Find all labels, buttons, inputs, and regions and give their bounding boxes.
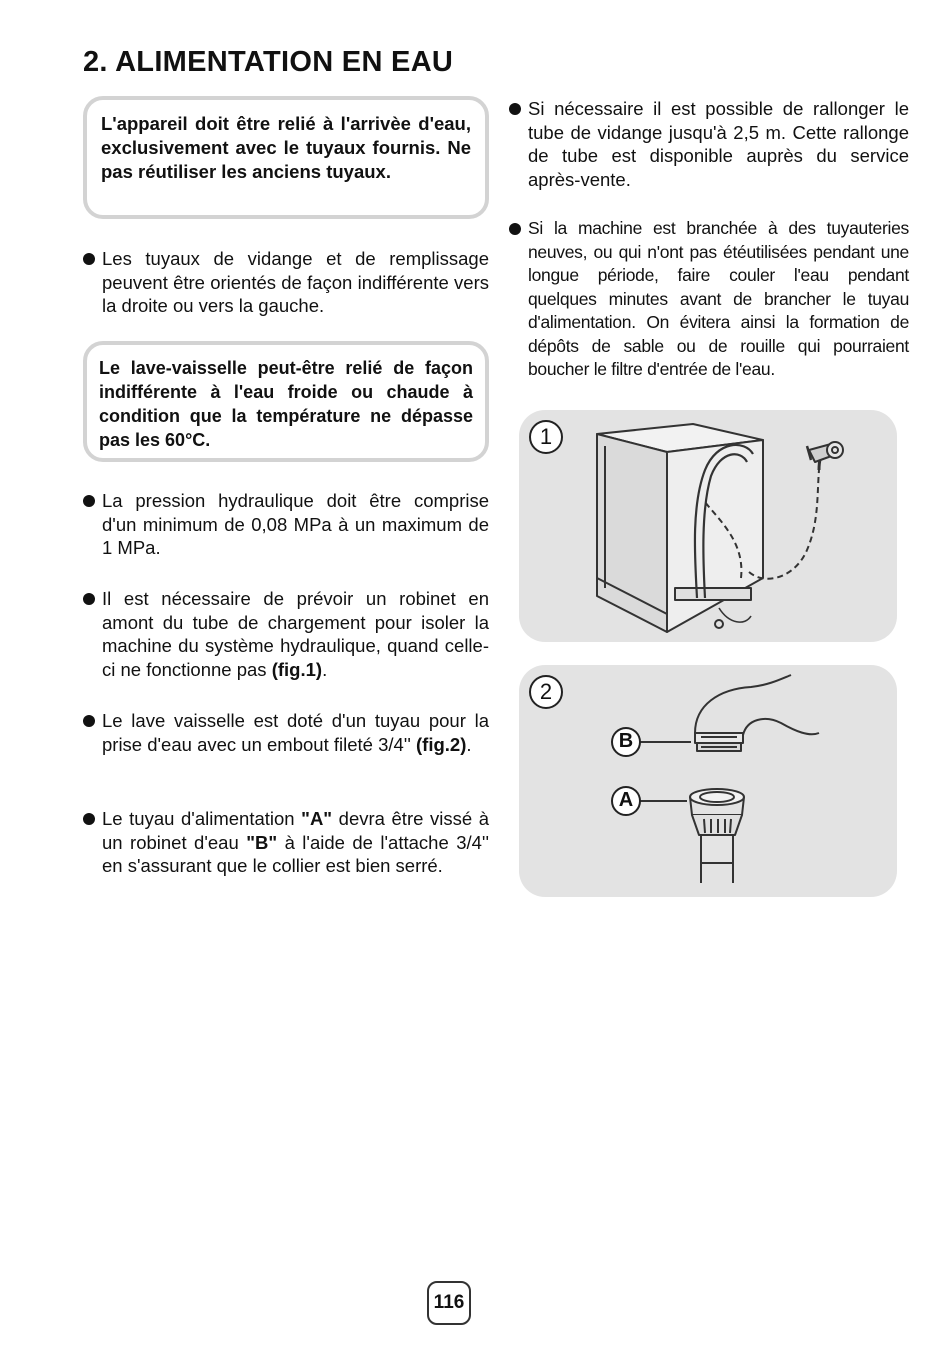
- label-b-tap: B: [611, 727, 641, 757]
- list-item-text-body: Le lave vaisselle est doté d'un tuyau pour la prise d'eau avec un embout fileté 3/4'': [102, 710, 489, 755]
- list-item-hose-orientation: [83, 247, 489, 318]
- page-number: 116: [427, 1281, 471, 1325]
- section-title: 2. ALIMENTATION EN EAU: [83, 46, 454, 78]
- figure-reference: (fig.2): [416, 733, 467, 755]
- dishwasher-illustration: [519, 410, 897, 642]
- list-item-text-body: à l'aide de l'attache 3/4'' en s'assurant que le collier est bien serré.: [102, 831, 489, 876]
- list-item-text: La pression hydraulique doit être comprise d'un minimum de 0,08 MPa à un maximum de 1 MPa.: [102, 490, 489, 558]
- figure-2-hose-fitting: [519, 665, 897, 897]
- notice-box-water-temperature: Le lave-vaisselle peut-être relié de façon indifférente à l'eau froide ou chaude à condition que la température ne dépasse pas les 60°C.: [83, 341, 489, 462]
- list-item-tap-requirement: [83, 587, 489, 681]
- bullet-icon: [509, 223, 521, 235]
- list-item-drain-extension: [509, 97, 909, 191]
- figure-1-dishwasher-connection: [519, 410, 897, 642]
- bullet-icon: [83, 253, 95, 265]
- bullet-icon: [83, 813, 95, 825]
- bullet-icon: [83, 715, 95, 727]
- list-item-text: [102, 587, 489, 681]
- list-item-inlet-hose: [83, 709, 489, 756]
- list-item-text: Si nécessaire il est possible de rallonger le tube de vidange jusqu'à 2,5 m. Cette rallonge de tube est disponible auprès du service après-vente.: [528, 98, 909, 190]
- bullet-icon: [83, 593, 95, 605]
- list-item-text-body: Le tuyau d'alimentation: [102, 808, 302, 829]
- punctuation: .: [466, 733, 472, 755]
- list-item-text-body: Il est nécessaire de prévoir un robinet en amont du tube de chargement pour isoler la machine du système hydraulique, quand celle-ci ne fonctionne pas: [102, 588, 489, 680]
- notice-box-supplied-hoses: L'appareil doit être relié à l'arrivèe d'eau, exclusivement avec le tuyaux fournis. Ne pas réutiliser les anciens tuyaux.: [83, 96, 489, 219]
- bullet-icon: [83, 495, 95, 507]
- list-item-text: [102, 709, 489, 756]
- list-item-new-pipes: [509, 217, 909, 382]
- list-item-water-pressure: [83, 489, 489, 560]
- label-reference: "B": [246, 831, 278, 853]
- bullet-icon: [509, 103, 521, 115]
- label-reference: "A": [301, 808, 333, 829]
- figure-number-badge: 2: [529, 675, 563, 709]
- figure-reference: (fig.1): [271, 658, 323, 680]
- label-a-hose: A: [611, 786, 641, 816]
- punctuation: .: [322, 658, 328, 680]
- list-item-text: Si la machine est branchée à des tuyauteries neuves, ou qui n'ont pas étéutilisées pendant une longue période, faire couler l'eau pendant quelques minutes avant de brancher le tuyau d'alimentation. On évitera ainsi la formation de dépôts de sable ou de rouille qui pourraient boucher le filtre d'entrée de l'eau.: [528, 218, 909, 379]
- hose-fitting-illustration: [519, 665, 897, 897]
- list-item-text: [102, 807, 489, 878]
- list-item-text: Les tuyaux de vidange et de remplissage peuvent être orientés de façon indifférente vers la droite ou vers la gauche.: [102, 248, 489, 316]
- figure-number-badge: 1: [529, 420, 563, 454]
- list-item-text-body: devra être vissé à un robinet d'eau: [102, 808, 490, 853]
- list-item-hose-connection: [83, 807, 489, 878]
